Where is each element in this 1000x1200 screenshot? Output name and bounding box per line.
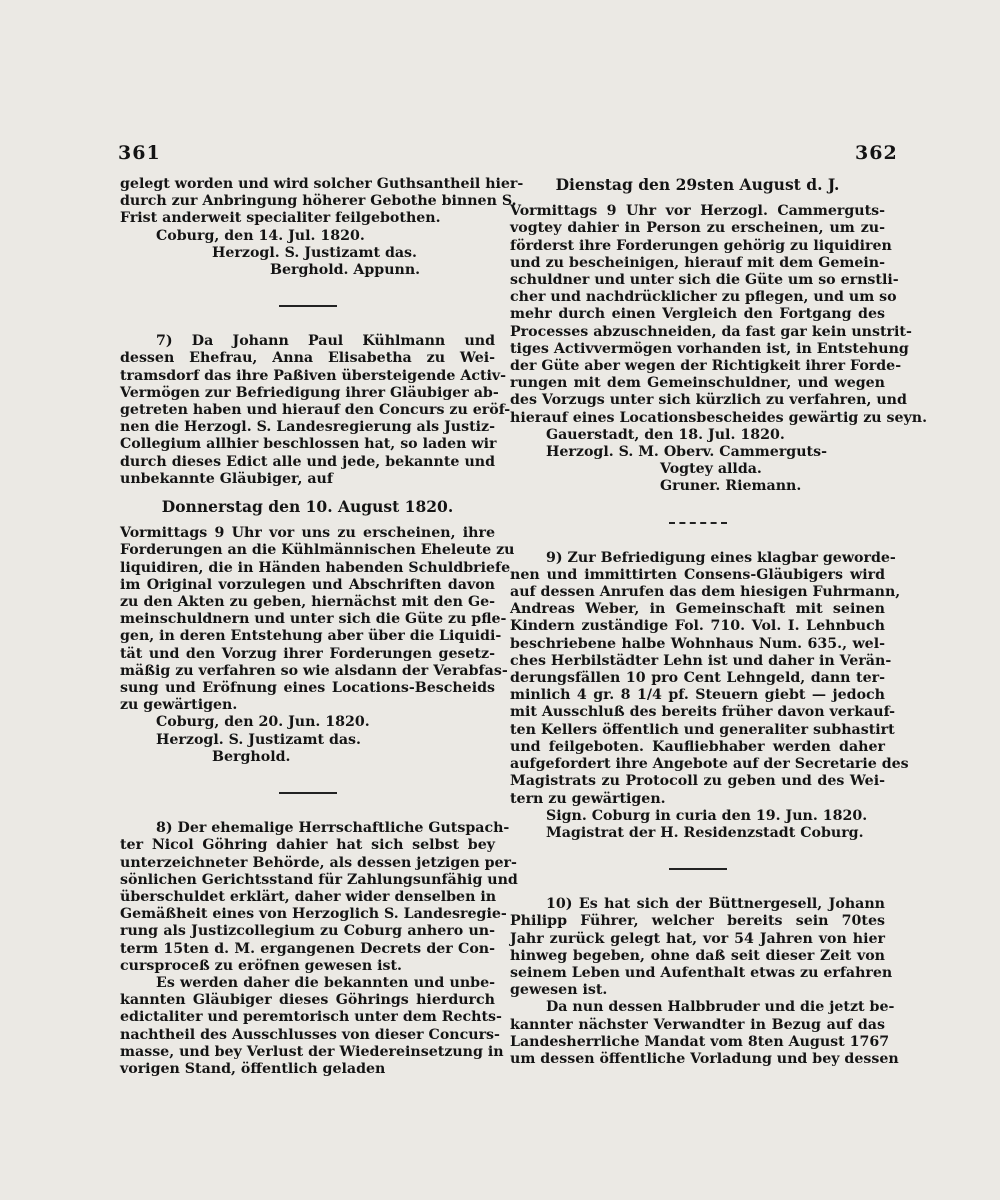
text-line: kannter nächster Verwandter in Bezug auf das — [510, 1016, 885, 1033]
text-line: hinweg begeben, ohne daß seit dieser Zeit von — [510, 947, 885, 964]
text-line: gelegt worden und wird solcher Guthsantheil hier- — [120, 176, 524, 192]
text-line: tiges Activvermögen vorhanden ist, in Entstehung — [510, 340, 909, 357]
text-line: Andreas Weber, in Gemeinschaft mit seinen — [510, 601, 885, 618]
text-line: dessen Ehefrau, Anna Elisabetha zu Wei- — [120, 350, 495, 367]
text-line: 10) Es hat sich der Büttnergesell, Johann — [546, 896, 885, 913]
text-line: 9) Zur Befriedigung eines klagbar geworde- — [546, 549, 896, 566]
text-line: Philipp Führer, welcher bereits sein 70tes — [510, 913, 885, 930]
text-line: seinem Leben und Aufenthalt etwas zu erfahren — [510, 964, 893, 981]
signature-office-cont: Vogtey allda. — [660, 461, 762, 478]
signature-office: Herzogl. S. Justizamt das. — [156, 731, 361, 748]
text-line: sönlichen Gerichtsstand für Zahlungsunfähig und — [120, 871, 518, 888]
section-divider — [279, 792, 337, 794]
text-line: Da nun dessen Halbbruder und die jetzt be- — [546, 999, 895, 1016]
text-line: Kindern zuständige Fol. 710. Vol. I. Lehnbuch — [510, 618, 885, 635]
signature-names: Berghold. Appunn. — [270, 262, 421, 279]
text-line: und zu bescheinigen, hierauf mit dem Gemein- — [510, 254, 885, 271]
text-line: im Original vorzulegen und Abschriften davon — [120, 576, 495, 593]
text-line: gewesen ist. — [510, 982, 608, 999]
text-line: des Vorzugs unter sich kürzlich zu verfahren, und — [510, 392, 907, 409]
text-line: meinschuldnern und unter sich die Güte zu pfle- — [120, 611, 507, 628]
text-line: der Güte aber wegen der Richtigkeit ihrer Forde- — [510, 358, 902, 375]
signature-names: Gruner. Riemann. — [660, 478, 802, 495]
text-line: mit Ausschluß des bereits früher davon verkauf- — [510, 704, 896, 721]
text-line: unbekannte Gläubiger, auf — [120, 470, 333, 487]
text-line: Landesherrliche Mandat vom 8ten August 1767 — [510, 1033, 890, 1050]
text-line: tät und den Vorzug ihrer Forderungen gesetz- — [120, 645, 495, 662]
text-line: mäßig zu verfahren so wie alsdann der Verabfas- — [120, 662, 508, 679]
text-line: nen und immittirten Consens-Gläubigers wird — [510, 566, 885, 583]
text-line: tramsdorf das ihre Paßiven übersteigende Activ- — [120, 367, 507, 384]
text-line: masse, und bey Verlust der Wiedereinsetzung in — [120, 1043, 504, 1060]
text-line: beschriebene halbe Wohnhaus Num. 635., wel- — [510, 635, 885, 652]
text-line: durch dieses Edict alle und jede, bekannte und — [120, 453, 495, 470]
text-line: Magistrats zu Protocoll zu geben und des Wei- — [510, 773, 885, 790]
text-line: unterzeichneter Behörde, als dessen jetzigen per- — [120, 854, 517, 871]
section-divider — [279, 305, 337, 307]
page-number-left: 361 — [118, 142, 161, 164]
text-line: um dessen öffentliche Vorladung und bey dessen — [510, 1050, 899, 1067]
text-line: Jahr zurück gelegt hat, vor 54 Jahren von hier — [510, 930, 885, 947]
text-line: ches Herbilstädter Lehn ist und daher in Verän- — [510, 652, 892, 669]
text-line: 8) Der ehemalige Herrschaftliche Gutspach- — [156, 820, 510, 837]
text-line: sung und Eröfnung eines Locations-Bescheids — [120, 680, 495, 697]
text-line: nen die Herzogl. S. Landesregierung als Justiz- — [120, 419, 495, 436]
section-divider — [669, 868, 727, 870]
text-line: derungsfällen 10 pro Cent Lehngeld, dann ter- — [510, 670, 885, 687]
text-line: term 15ten d. M. ergangenen Decrets der Con- — [120, 940, 495, 957]
text-line: 7) Da Johann Paul Kühlmann und — [156, 333, 495, 350]
text-line: zu den Akten zu geben, hiernächst mit den Ge- — [120, 594, 495, 611]
place-date: Coburg, den 14. Jul. 1820. — [156, 227, 365, 244]
text-line: mehr durch einen Vergleich den Fortgang des — [510, 306, 885, 323]
text-line: durch zur Anbringung höherer Gebothe binnen S. — [120, 193, 517, 210]
text-line: vorigen Stand, öffentlich geladen — [120, 1060, 386, 1077]
date-heading: Dienstag den 29sten August d. J. — [555, 175, 840, 194]
place-date: Gauerstadt, den 18. Jul. 1820. — [546, 426, 785, 443]
place-date: Coburg, den 20. Jun. 1820. — [156, 714, 370, 731]
text-line: auf dessen Anrufen das dem hiesigen Fuhrmann, — [510, 584, 901, 601]
text-line: kannten Gläubiger dieses Göhrings hierdurch — [120, 992, 495, 1009]
text-line: vogtey dahier in Person zu erscheinen, um zu- — [510, 220, 885, 237]
page-number-right: 362 — [855, 142, 898, 164]
signature-names: Berghold. — [212, 748, 291, 765]
text-line: tern zu gewärtigen. — [510, 790, 666, 807]
text-line: Vermögen zur Befriedigung ihrer Gläubiger ab- — [120, 384, 499, 401]
text-line: Frist anderweit specialiter feilgebothen. — [120, 210, 441, 227]
text-line: überschuldet erklärt, daher wider denselben in — [120, 888, 497, 905]
text-line: Es werden daher die bekannten und unbe- — [156, 974, 495, 991]
text-line: und feilgeboten. Kaufliebhaber werden daher — [510, 738, 885, 755]
text-line: hierauf eines Locationsbescheides gewärtig zu seyn. — [510, 409, 928, 426]
section-divider — [669, 522, 727, 524]
text-line: förderst ihre Forderungen gehörig zu liquidiren — [510, 237, 892, 254]
date-heading: Donnerstag den 10. August 1820. — [161, 497, 454, 517]
text-line: Processes abzuschneiden, da fast gar kein unstrit- — [510, 323, 912, 340]
signature-office: Herzogl. S. M. Oberv. Cammerguts- — [546, 444, 827, 461]
text-line: nachtheil des Ausschlusses von dieser Concurs- — [120, 1026, 500, 1043]
text-line: minlich 4 gr. 8 1/4 pf. Steuern giebt — jedoch — [510, 687, 885, 704]
text-line: rungen mit dem Gemeinschuldner, und wegen — [510, 375, 885, 392]
text-line: getreten haben und hierauf den Concurs zu eröf- — [120, 402, 511, 419]
text-line: rung als Justizcollegium zu Coburg anhero un- — [120, 923, 495, 940]
text-line: Vormittags 9 Uhr vor Herzogl. Cammerguts- — [510, 203, 885, 220]
text-line: ten Kellers öffentlich und generaliter subhastirt — [510, 721, 895, 738]
text-line: Gemäßheit eines von Herzoglich S. Landesregie- — [120, 906, 507, 923]
signature-office: Herzogl. S. Justizamt das. — [212, 244, 417, 261]
text-line: aufgefordert ihre Angebote auf der Secretarie des — [510, 756, 909, 773]
right-column — [510, 175, 928, 1068]
text-line: edictaliter und peremtorisch unter dem Rechts- — [120, 1009, 502, 1026]
text-line: liquidiren, die in Händen habenden Schuldbriefe — [120, 559, 511, 576]
text-line: schuldner und unter sich die Güte um so ernstli- — [510, 272, 899, 289]
text-line: Collegium allhier beschlossen hat, so laden wir — [120, 436, 497, 453]
signature-office: Magistrat der H. Residenzstadt Coburg. — [546, 824, 864, 841]
text-line: zu gewärtigen. — [120, 697, 238, 714]
place-date: Sign. Coburg in curia den 19. Jun. 1820. — [546, 807, 868, 824]
text-line: cursproceß zu eröfnen gewesen ist. — [120, 957, 402, 974]
text-line: Forderungen an die Kühlmännischen Eheleute zu — [120, 542, 515, 559]
left-column — [120, 176, 524, 1078]
text-line: ter Nicol Göhring dahier hat sich selbst bey — [120, 837, 495, 854]
text-line: gen, in deren Entstehung aber über die Liquidi- — [120, 628, 502, 645]
text-line: Vormittags 9 Uhr vor uns zu erscheinen, ihre — [120, 525, 495, 542]
text-line: cher und nachdrücklicher zu pflegen, und um so — [510, 289, 897, 306]
